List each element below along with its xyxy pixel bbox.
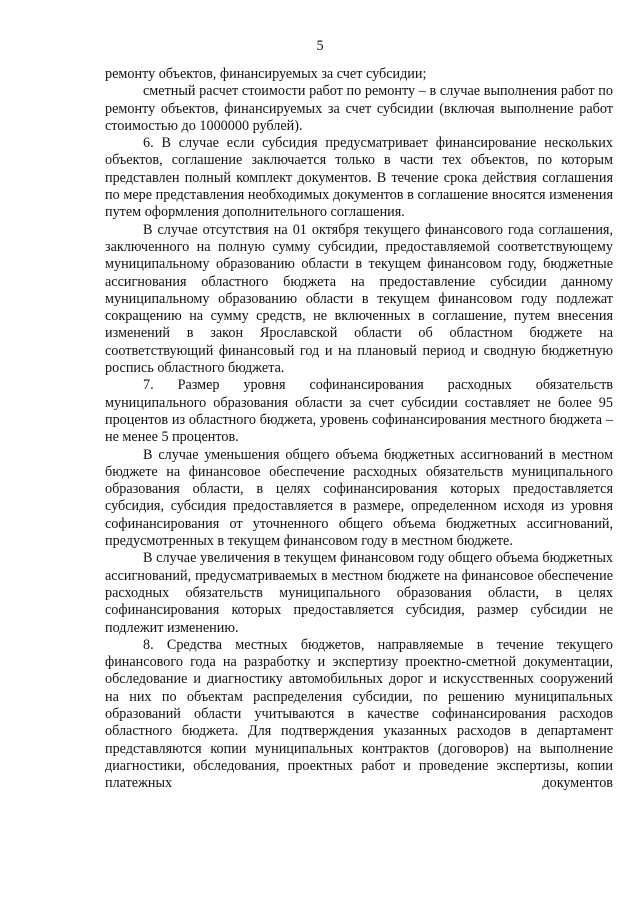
- paragraph-october-deadline: В случае отсутствия на 01 октября текущего финансового года соглашения, заключенного на полную сумму субсидии, предоставляемой соответствующему муниципальному образованию области в текущем финансовом году, бюджетные ассигнования областного бюджета на предоставление субсидии данному муниципальному образованию области в текущем финансовом году подлежат сокращению на сумму средств, не включенных в соглашение, путем внесения изменений в закон Ярославской области об областном бюджете на соответствующий финансовый год и на плановый период и сводную бюджетную роспись областного бюджета.: [105, 221, 613, 377]
- document-body: [105, 66, 613, 792]
- paragraph-decrease-case: В случае уменьшения общего объема бюджетных ассигнований в местном бюджете на финансовое обеспечение расходных обязательств муниципального образования области, в целях софинансирования которых предоставляется субсидия, субсидия предоставляется в размере, определенном исходя из уровня софинансирования от уточненного общего объема бюджетных ассигнований, предусмотренных в текущем финансовом году в местном бюджете.: [105, 446, 613, 550]
- paragraph-repair-objects: ремонту объектов, финансируемых за счет субсидии;: [105, 66, 427, 82]
- page-number: 5: [316, 38, 324, 54]
- paragraph-estimate: сметный расчет стоимости работ по ремонту – в случае выполнения работ по ремонту объектов, финансируемых за счет субсидии (включая выполнение работ стоимостью до 1000000 рублей).: [105, 83, 613, 134]
- paragraph-item-6: 6. В случае если субсидия предусматривает финансирование нескольких объектов, соглашение заключается только в части тех объектов, по которым представлен полный комплект документов. В течение срока действия соглашения по мере представления необходимых документов в соглашение вносятся изменения путем оформления дополнительного соглашения.: [105, 135, 613, 221]
- paragraph-item-7: 7. Размер уровня софинансирования расходных обязательств муниципального образования области за счет субсидии составляет не более 95 процентов из областного бюджета, уровень софинансирования местного бюджета – не менее 5 процентов.: [105, 377, 613, 446]
- paragraph-item-8: 8. Средства местных бюджетов, направляемые в течение текущего финансового года на разработку и экспертизу проектно-сметной документации, обследование и диагностику автомобильных дорог и искусственных сооружений на них по объектам распределения субсидии, по решению муниципальных образований области учитываются в качестве софинансирования расходов областного бюджета. Для подтверждения указанных расходов в департамент представляются копии муниципальных контрактов (договоров) на выполнение диагностики, обследования, проектных работ и проведение экспертизы, копии платежных документов: [105, 636, 613, 792]
- paragraph-increase-case: В случае увеличения в текущем финансовом году общего объема бюджетных ассигнований, предусматриваемых в местном бюджете на финансовое обеспечение расходных обязательств муниципального образования области, в целях софинансирования которых предоставляется субсидия, размер субсидии не подлежит изменению.: [105, 550, 613, 636]
